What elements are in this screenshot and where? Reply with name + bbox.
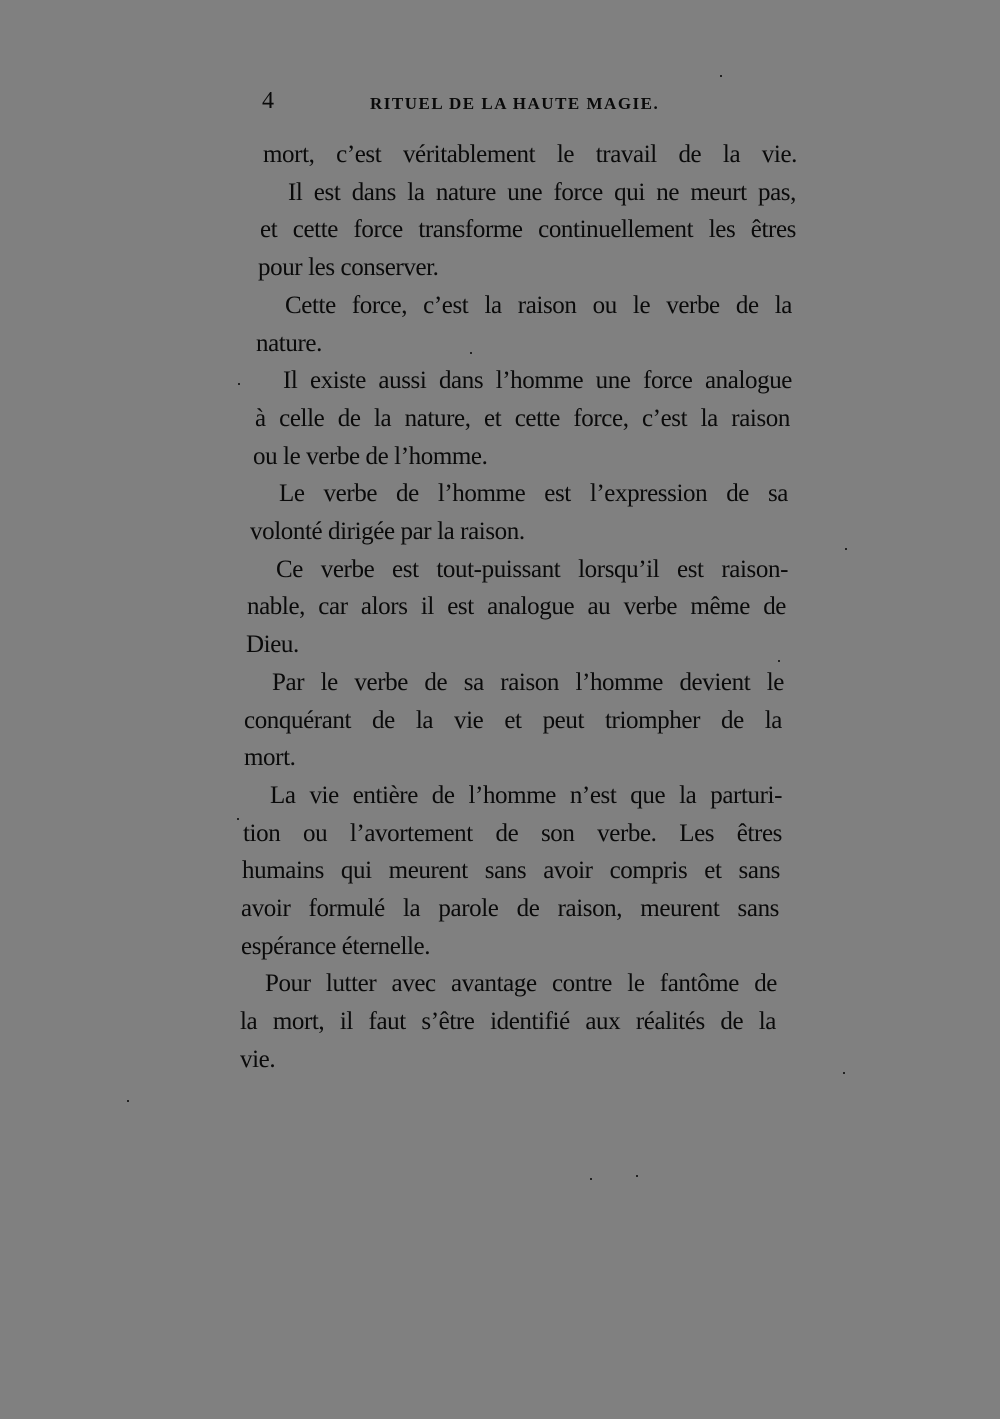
text-line: ou le verbe de l’homme. [253, 442, 488, 470]
scan-speck [470, 352, 472, 354]
text-line: nature. [256, 329, 322, 357]
text-line: Cette force, c’est la raison ou le verbe de la [285, 291, 792, 319]
scan-speck [720, 75, 722, 77]
text-line: à celle de la nature, et cette force, c’est la raison [255, 404, 790, 432]
text-line: vie. [240, 1045, 276, 1073]
scan-speck [127, 1100, 129, 1102]
text-line: humains qui meurent sans avoir compris et sans [242, 857, 780, 885]
text-line: mort. [244, 744, 296, 772]
text-line: Il est dans la nature une force qui ne meurt pas, [288, 178, 796, 206]
text-line: Le verbe de l’homme est l’expression de sa [279, 480, 788, 508]
running-head: RITUEL DE LA HAUTE MAGIE. [370, 94, 660, 113]
text-line: Dieu. [246, 631, 299, 659]
text-line: Ce verbe est tout-puissant lorsqu’il est raison- [276, 555, 788, 583]
text-line: volonté dirigée par la raison. [250, 518, 525, 545]
text-line: espérance éternelle. [241, 932, 431, 960]
text-line: avoir formulé la parole de raison, meurent sans [241, 895, 779, 922]
scan-speck [845, 548, 847, 550]
scan-speck [590, 1178, 592, 1180]
scan-speck [237, 818, 239, 820]
page-number: 4 [262, 88, 274, 114]
scan-speck [778, 660, 780, 662]
text-line: nable, car alors il est analogue au verbe même de [247, 593, 786, 621]
text-line: tion ou l’avortement de son verbe. Les êtres [243, 819, 782, 847]
text-line: et cette force transforme continuellement les êtres [260, 216, 796, 244]
scan-speck [238, 383, 240, 385]
scan-speck [636, 1175, 638, 1177]
text-line: mort, c’est véritablement le travail de la vie. [263, 141, 797, 168]
text-line: pour les conserver. [258, 254, 439, 282]
text-line: Par le verbe de sa raison l’homme devient le [272, 668, 784, 696]
text-line: Pour lutter avec avantage contre le fantôme de [265, 970, 777, 998]
text-line: conquérant de la vie et peut triompher de la [244, 706, 782, 734]
text-line: La vie entière de l’homme n’est que la parturi- [270, 781, 782, 809]
text-line: Il existe aussi dans l’homme une force analogue [283, 367, 792, 395]
text-line: la mort, il faut s’être identifié aux réalités de la [240, 1008, 776, 1036]
scan-speck [843, 1072, 845, 1074]
